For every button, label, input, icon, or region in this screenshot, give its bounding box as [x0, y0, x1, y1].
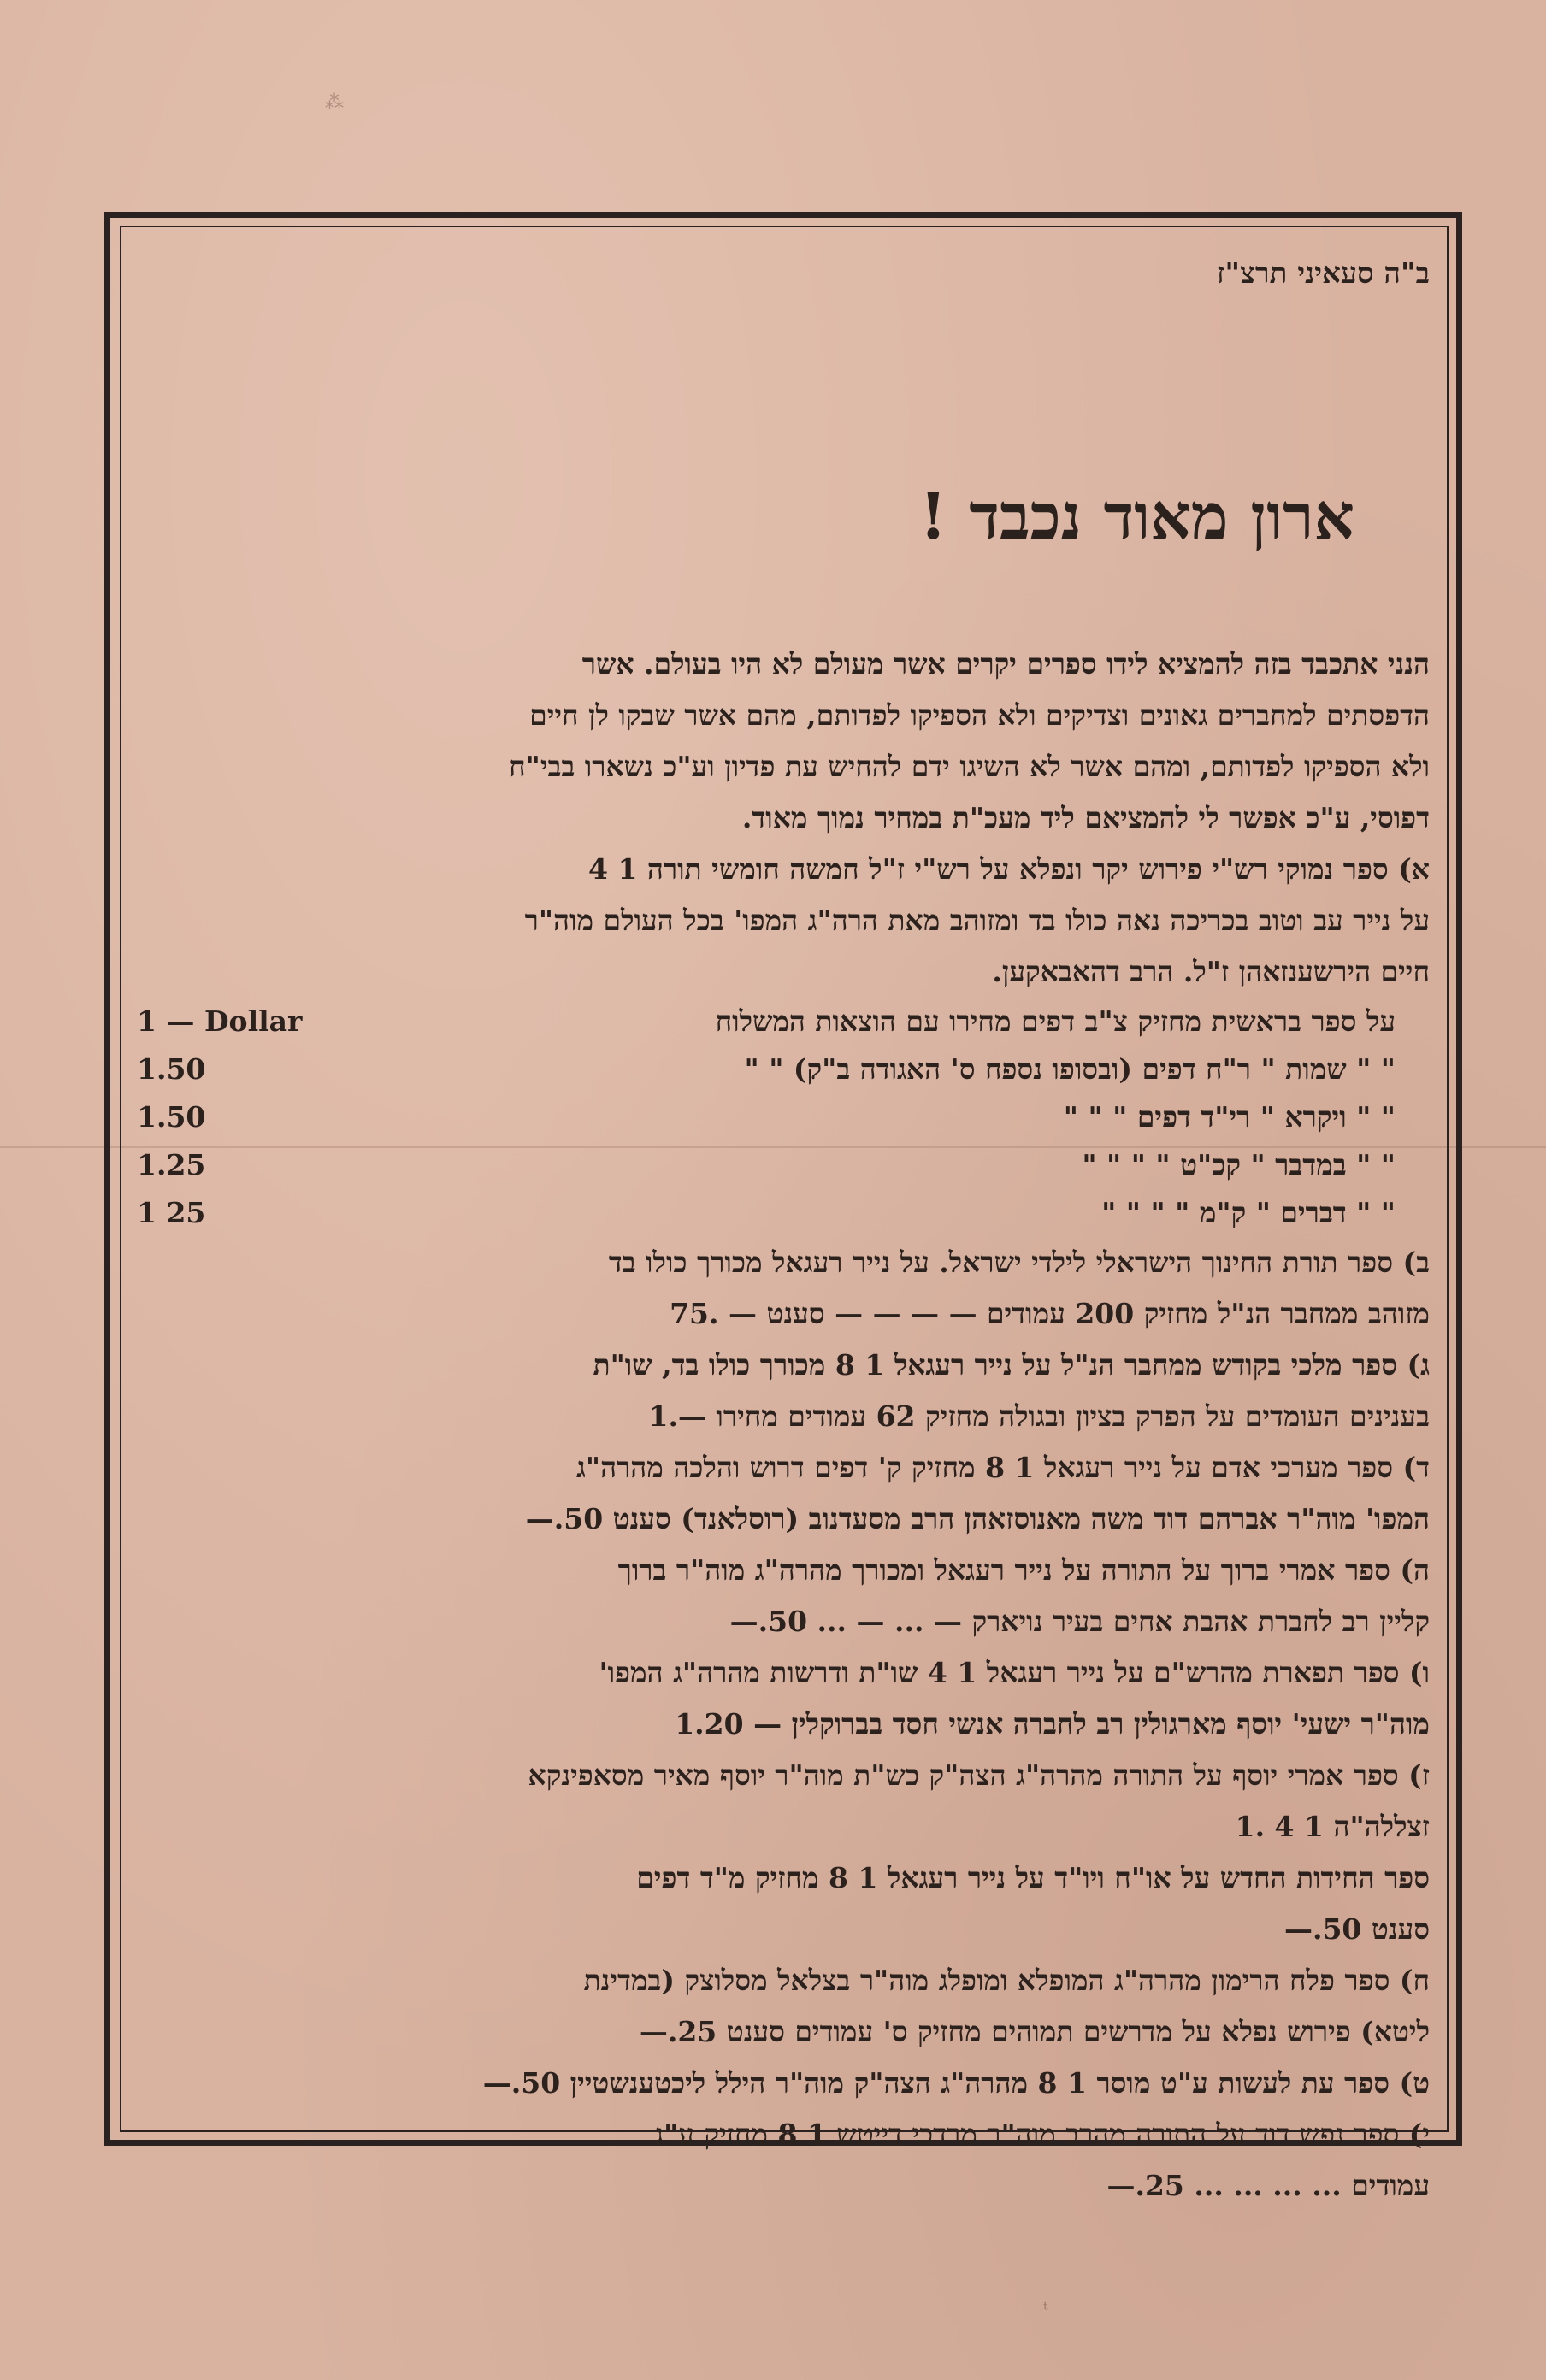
book-line: ו) ספר תפארת מהרש"ם על נייר רעגאל 1 4 שו"ת ודרשות מהרה"ג המפו' — [599, 1656, 1430, 1689]
intro-line: הדפסתים למחברים גאונים וצדיקים ולא הספיקו לפדותם, מהם אשר שבקו לן חיים — [529, 698, 1430, 732]
book-line: ז) ספר אמרי יוסף על התורה מהרה"ג הצה"ק כש"ת מוה"ר יוסף מאיר מסאפינקא — [528, 1758, 1430, 1792]
volume-price: 1 25 — [137, 1196, 206, 1229]
letter-body — [137, 256, 1430, 2212]
stamp-mark: ⁂ — [325, 92, 344, 114]
book-line: ד) ספר מערכי אדם על נייר רעגאל 1 8 מחזיק ק' דפים דרוש והלכה מהרה"ג — [576, 1451, 1430, 1484]
volume-price: 1.25 — [137, 1148, 206, 1181]
volume-text: " " ויקרא " רי"ד דפים " " " — [1063, 1100, 1396, 1134]
intro-line: ולא הספיקו לפדותם, ומהם אשר לא השיגו ידם להחיש עת פדיון וע"כ נשארו בבי"ח — [509, 750, 1430, 783]
intro-paragraph — [137, 639, 1430, 844]
book-line: זצללה"ה 1 4 .1 — [1235, 1810, 1430, 1843]
volume-text: " " במדבר " קכ"ט " " " " — [1082, 1148, 1396, 1181]
book-line: ט) ספר עת לעשות ע"ט מוסר 1 8 מהרה"ג הצה"ק מוה"ר הילל ליכטענשטיין 50.— — [482, 2066, 1430, 2100]
volume-text: " " שמות " ר"ח דפים (ובסופו נספח ס' האגודה ב"ק) " " — [744, 1052, 1396, 1086]
volume-row — [137, 1093, 1430, 1141]
book-line: ספר החידות החדש על או"ח ויו"ד על נייר רעגאל 1 8 מחזיק מ"ד דפים — [636, 1861, 1430, 1894]
book-line: ה) ספר אמרי ברוך על התורה על נייר רעגאל ומכורך מהרה"ג מוה"ר ברוך — [617, 1553, 1430, 1587]
book-line: סענט 50.— — [1283, 1912, 1430, 1946]
item-a-line: על נייר עב וטוב בכריכה נאה כולו בד ומזוהב מאת הרה"ג המפו' בכל העולם מוה"ר — [524, 904, 1430, 937]
book-line: קליין רב לחברת אהבת אחים בעיר נויארק — ... — ... 50.— — [729, 1605, 1430, 1638]
volume-text: על ספר בראשית מחזיק צ"ב דפים מחירו עם הוצאות המשלוח — [715, 1004, 1396, 1038]
book-line: מזוהב ממחבר הנ"ל מחזיק 200 עמודים — — — — סענט — .75 — [670, 1297, 1430, 1330]
book-line: מוה"ר ישעי' יוסף מארגולין רב לחברה אנשי חסד בברוקלין — 1.20 — [675, 1707, 1430, 1741]
dateline: ב"ה סעאיני תרצ"ז — [1216, 256, 1430, 291]
volume-row — [137, 1189, 1430, 1237]
volume-row — [137, 1141, 1430, 1189]
intro-line: דפוסי, ע"כ אפשר לי להמציאם ליד מעכ"ת במחיר נמוך מאוד. — [741, 801, 1430, 834]
book-line: ח) ספר פלח הרימון מהרה"ג המופלא ומופלג מוה"ר בצלאל מסלוצק (במדינת — [583, 1964, 1430, 1997]
book-list — [137, 1237, 1430, 2212]
pencil-mark: ᵗ — [1043, 2300, 1048, 2321]
book-line: בענינים העומדים על הפרק בציון ובגולה מחזיק 62 עמודים מחירו —.1 — [648, 1399, 1430, 1433]
book-line: המפו' מוה"ר אברהם דוד משה מאנוסזאהן הרב מסעדנוב (רוסלאנד) סענט 50.— — [525, 1502, 1430, 1535]
volume-text: " " דברים " ק"מ " " " " — [1101, 1196, 1396, 1229]
volume-price: 1.50 — [137, 1100, 206, 1134]
book-line: ב) ספר תורת החינוך הישראלי לילדי ישראל. על נייר רעגאל מכורך כולו בד — [608, 1246, 1430, 1279]
item-a-line: חיים הירשענזאהן ז"ל. הרב דהאבאקען. — [992, 955, 1430, 988]
item-a — [137, 844, 1430, 1237]
book-line: עמודים ... ... ... ... 25.— — [1106, 2169, 1430, 2202]
volume-row — [137, 1046, 1430, 1093]
item-a-line: א) ספר נמוקי רש"י פירוש יקר ונפלא על רש"י ז"ל חמשה חומשי תורה 1 4 — [588, 852, 1430, 886]
salutation-heading: ארון מאוד נכבד ! — [919, 480, 1354, 554]
volume-price: 1.50 — [137, 1052, 206, 1086]
book-line: ג) ספר מלכי בקודש ממחבר הנ"ל על נייר רעגאל 1 8 מכורך כולו בד, שו"ת — [593, 1348, 1430, 1381]
volume-price: 1 — Dollar — [137, 1004, 303, 1038]
intro-line: הנני אתכבד בזה להמציא לידו ספרים יקרים אשר מעולם לא היו בעולם. אשר — [581, 647, 1430, 680]
volume-row — [137, 998, 1430, 1046]
book-line: ליטא) פירוש נפלא על מדרשים תמוהים מחזיק ס' עמודים סענט 25.— — [639, 2015, 1430, 2048]
book-line: י) ספר נפש דוד על התורה מהרב מוה"ר מרדכי דייטש 1 8 מחזיק ע"ג — [654, 2118, 1430, 2151]
